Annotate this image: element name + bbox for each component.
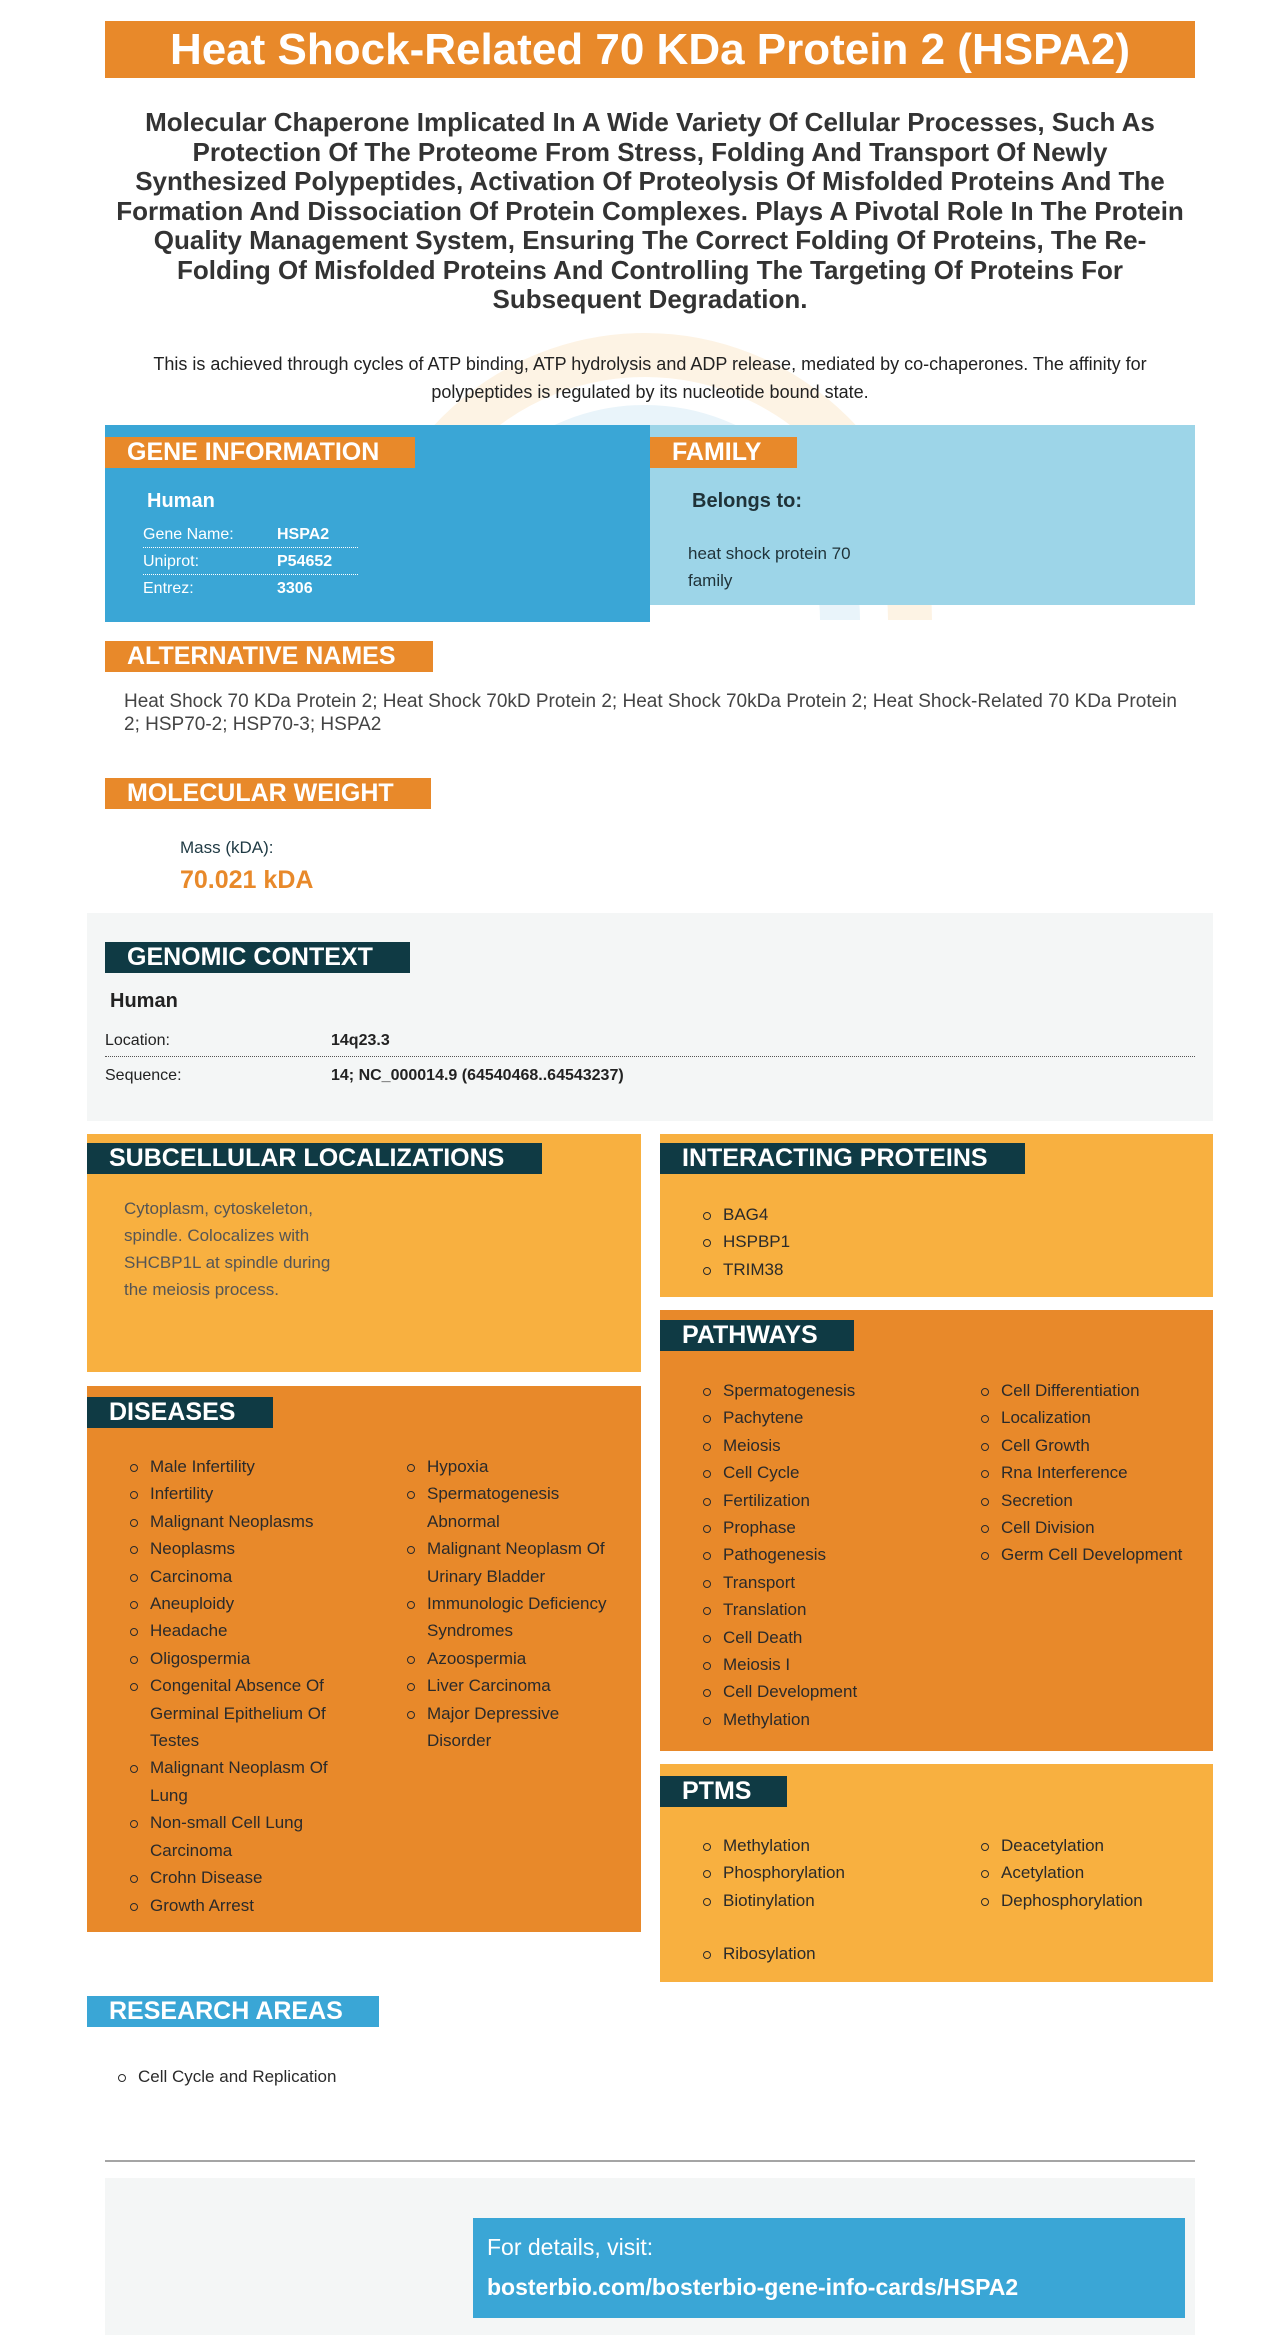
gene-name-key: Gene Name: [143,526,234,543]
alternative-names-text: Heat Shock 70 KDa Protein 2; Heat Shock 70kD Protein 2; Heat Shock 70kDa Protein 2; Heat Shock-Related 70 KDa Protein 2; HSP70-2; HSP70-3; HSPA2 [124,691,1177,735]
list-item: Secretion [979,1487,1209,1514]
list-item: Cell Development [701,1678,961,1705]
protein-description: This is achieved through cycles of ATP binding, ATP hydrolysis and ADP release, mediated by co-chaperones. The affinity for polypeptides is regulated by its nucleotide bound state. [153,354,1147,402]
ptms-list-extra [701,1940,961,1967]
list-item: Cell Death [701,1624,961,1651]
sequence-row [105,1060,1195,1092]
pathways-list-col2 [979,1377,1209,1569]
uniprot-row [143,548,358,575]
list-item: Malignant Neoplasm Of Urinary Bladder [405,1535,627,1590]
pathways-list-col1 [701,1377,961,1733]
list-item: Deacetylation [979,1832,1209,1859]
list-item: Methylation [701,1832,961,1859]
list-item: Malignant Neoplasms [128,1508,350,1535]
ptms-heading: PTMS [660,1776,787,1807]
subcellular-heading: SUBCELLULAR LOCALIZATIONS [87,1143,542,1174]
list-item: Non-small Cell Lung Carcinoma [128,1809,350,1864]
sequence-value: 14; NC_000014.9 (64540468..64543237) [331,1067,624,1084]
list-item: Rna Interference [979,1459,1209,1486]
sequence-key: Sequence: [105,1067,182,1084]
diseases-list-col2 [405,1453,627,1754]
list-item: Cell Cycle and Replication [116,2063,516,2090]
list-item: Spermatogenesis Abnormal [405,1480,627,1535]
list-item: Spermatogenesis [701,1377,961,1404]
protein-summary: Molecular Chaperone Implicated In A Wide Variety Of Cellular Processes, Such As Protection Of The Proteome From Stress, Folding And Transport Of Newly Synthesized Polypeptides, Activation Of Proteolysis Of Misfolded Proteins And The Formation And Dissociation Of Protein Complexes. Plays A Pivotal Role In The Protein Quality Management System, Ensuring The Correct Folding Of Proteins, The Re-Folding Of Misfolded Proteins And Controlling The Targeting Of Proteins For Subsequent Degradation. [116,107,1184,314]
list-item: Pathogenesis [701,1541,961,1568]
entrez-key: Entrez: [143,580,194,597]
list-item: Major Depressive Disorder [405,1700,627,1755]
alternative-names-heading: ALTERNATIVE NAMES [105,641,433,672]
list-item: Germ Cell Development [979,1541,1209,1568]
list-item: Malignant Neoplasm Of Lung [128,1754,350,1809]
entrez-row [143,575,358,602]
uniprot-key: Uniprot: [143,553,200,570]
list-item: Immunologic Deficiency Syndromes [405,1590,627,1645]
list-item: Neoplasms [128,1535,350,1562]
list-item: Cell Differentiation [979,1377,1209,1404]
footer-divider [105,2160,1195,2162]
diseases-heading: DISEASES [87,1397,273,1428]
mass-value: 70.021 kDA [180,866,314,894]
list-item: Prophase [701,1514,961,1541]
genomic-context-heading: GENOMIC CONTEXT [105,942,410,973]
research-areas-heading: RESEARCH AREAS [87,1996,379,2027]
gene-name-value: HSPA2 [277,526,330,543]
mass-label: Mass (kDA): [180,838,274,857]
list-item: Dephosphorylation [979,1887,1209,1914]
list-item: Meiosis [701,1432,961,1459]
list-item: Aneuploidy [128,1590,350,1617]
list-item: Oligospermia [128,1645,350,1672]
list-item: HSPBP1 [701,1228,1001,1255]
list-item: Growth Arrest [128,1892,350,1919]
ptms-list-col1 [701,1832,961,1914]
family-belongs-label: Belongs to: [692,490,802,512]
list-item: Carcinoma [128,1563,350,1590]
details-link-box[interactable] [473,2218,1185,2318]
ptms-list-col2 [979,1832,1209,1914]
gene-information-heading: GENE INFORMATION [105,437,415,468]
genomic-species: Human [110,990,178,1012]
list-item: Male Infertility [128,1453,350,1480]
location-value: 14q23.3 [331,1032,390,1049]
list-item: Pachytene [701,1404,961,1431]
molecular-weight-heading: MOLECULAR WEIGHT [105,778,431,809]
interacting-proteins-heading: INTERACTING PROTEINS [660,1143,1025,1174]
family-name: heat shock protein 70 family [688,544,851,590]
list-item: Localization [979,1404,1209,1431]
list-item: Transport [701,1569,961,1596]
list-item: Cell Growth [979,1432,1209,1459]
list-item: TRIM38 [701,1256,1001,1283]
location-key: Location: [105,1032,170,1049]
research-areas-list [116,2063,516,2090]
list-item: Meiosis I [701,1651,961,1678]
list-item: Phosphorylation [701,1859,961,1886]
uniprot-value: P54652 [277,553,333,570]
entrez-value: 3306 [277,580,313,597]
gene-species: Human [147,490,215,512]
list-item: Hypoxia [405,1453,627,1480]
list-item: Headache [128,1617,350,1644]
list-item: Cell Cycle [701,1459,961,1486]
location-row [105,1025,1195,1057]
list-item: Congenital Absence Of Germinal Epithelium Of Testes [128,1672,350,1754]
family-heading: FAMILY [650,437,797,468]
page-title: Heat Shock-Related 70 KDa Protein 2 (HSPA2) [105,21,1195,78]
diseases-list-col1 [128,1453,350,1919]
gene-name-row [143,521,358,548]
list-item: Cell Division [979,1514,1209,1541]
list-item: Biotinylation [701,1887,961,1914]
list-item: Infertility [128,1480,350,1507]
details-url[interactable]: bosterbio.com/bosterbio-gene-info-cards/HSPA2 [487,2274,1019,2300]
details-label: For details, visit: [487,2234,654,2260]
interacting-proteins-list [701,1201,1001,1283]
subcellular-text: Cytoplasm, cytoskeleton, spindle. Colocalizes with SHCBP1L at spindle during the meiosis process. [124,1199,331,1299]
list-item: Translation [701,1596,961,1623]
list-item: Crohn Disease [128,1864,350,1891]
list-item: Acetylation [979,1859,1209,1886]
list-item: Azoospermia [405,1645,627,1672]
list-item: Ribosylation [701,1940,961,1967]
list-item: Liver Carcinoma [405,1672,627,1699]
list-item: Fertilization [701,1487,961,1514]
list-item: BAG4 [701,1201,1001,1228]
pathways-heading: PATHWAYS [660,1320,854,1351]
list-item: Methylation [701,1706,961,1733]
